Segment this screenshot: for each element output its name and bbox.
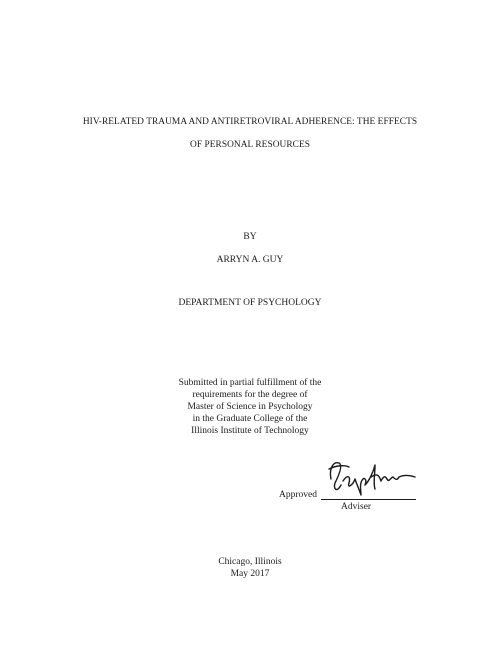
approval-block [279, 455, 419, 515]
submission-line-1: Submitted in partial fulfillment of the [178, 378, 322, 388]
submission-line-3: Master of Science in Psychology [187, 402, 313, 412]
approved-label: Approved [279, 490, 317, 500]
submission-line-5: Illinois Institute of Technology [191, 426, 309, 436]
adviser-signature [319, 455, 419, 499]
author-name: ARRYN A. GUY [216, 255, 284, 265]
title-line-2: OF PERSONAL RESOURCES [190, 140, 310, 150]
date: May 2017 [230, 569, 270, 579]
location: Chicago, Illinois [218, 557, 282, 567]
signature-line [321, 499, 416, 500]
adviser-label: Adviser [341, 502, 372, 512]
submission-line-4: in the Graduate College of the [192, 414, 308, 424]
department-name: DEPARTMENT OF PSYCHOLOGY [178, 298, 322, 308]
title-line-1: HIV-RELATED TRAUMA AND ANTIRETROVIRAL ADHERENCE: THE EFFECTS [82, 117, 418, 127]
by-label: BY [243, 232, 257, 242]
submission-line-2: requirements for the degree of [192, 390, 308, 400]
